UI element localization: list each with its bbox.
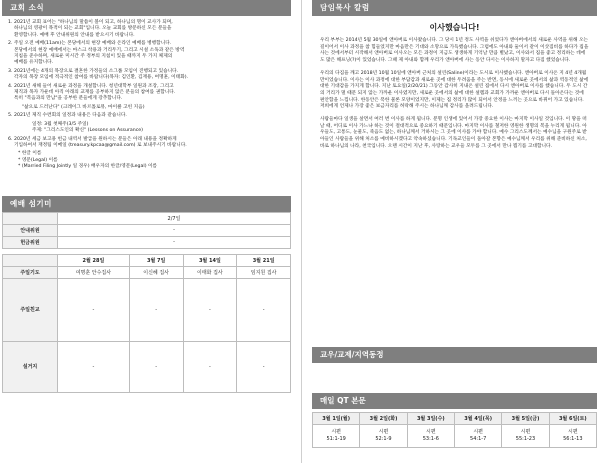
news-item: 2. 주일 오전 예배(11am)는 본당에서의 현장 예배와 온라인 예배를 병행합니다. 본당에서의 현장 예배에서는 마스크 착용과 거리두기, 그리고 시설 소독과 같은 방역 지침을 준수하며, 새로운 미시간 주 정부의 지침이 있을 때까지 두 가지 체제의 예배를 유지합니다. [8,41,185,66]
bullet-item: * 영문(Legal) 이름 [18,157,58,163]
bullet-item: * 한글 이름 [18,151,42,157]
qt-header: 매일 QT 본문 [312,393,597,409]
news-item: 1. 2021년 교회 표어는 "하나님의 말씀이 볼이 되고, 하나님의 명이 교사가 되며, 하나님의 영광이 목적이 되는 교회"입니다. 오늘 교회를 방문하신 모든 분들을 환영합니다. 예배 후 안내위원의 안내를 받으시기 바랍니다. [8,20,173,38]
retreat-details: 일정: 3월 첫째주(3/5 주일) 주제: "그리스도인의 확신" (Lessons on Assurance) [32,121,143,134]
news-header: 교회 소식 [2,0,291,16]
schedule-date: 2/7일 [58,212,291,224]
clean-label: 설거지 [3,341,58,392]
column-divider [301,0,302,463]
usher-label: 안내위원 [3,224,58,236]
offering-label: 헌금위원 [3,236,58,248]
table-row: 설거지 - - - - [3,341,291,392]
book-quote: "삶으로 드러난다" (크레이그 바르톨로뮤, 마이클 고힌 지음) [22,104,145,110]
table-row: 안내위원 - [3,224,291,236]
news-item: 5. 2021년 제직 수련회의 일정과 내용은 다음과 같습니다. [8,113,127,119]
schedule-table [2,212,291,393]
essay-header: 담임목사 칼럼 [312,0,597,16]
news-item: 6. 2020년 세금 보고용 헌금 내역서 발급을 원하시는 분들은 아래 내용을 정확하게 기입하여서 재정팀 이메일 (treasury.kpcaa@gmail.com) 로 보내주시기 바랍니다. [8,136,187,148]
left-column [2,0,291,393]
right-column [312,0,597,442]
news-item: 4. 2021년 새해 들어 새로운 과정을 개설합니다. 청년대학부 일원과 조장, 그리고 제직과 목자 가운데 아직 아래의 교재를 공부하지 않은 분들의 참여를 권합니다. 특히 "복음과의 만남"을 공부한 분들에게 강추합니다. [8,83,176,102]
news-item: 3. 2021년에는 4개의 목장으로 결혼한 가정들의 소그룹 모임이 진행되고 있습니다. 각자의 목장 모임에 적극적인 참여를 바랍니다(목자: 김인환, 김재용, 여명훈, 이태화). [8,68,189,81]
essay-paragraph: 우리의 다짐을 깨고 2018년 10월 10일에 앤아버 근처의 설린(Saline)이라는 도시로 이사했습니다. 앤아버로 이사온 지 4년 4개월만이었습니다. 이사는 이사 과정에 대한 부담감과 새로운 곳에 대한 두려움을 주는 반면, 동시에 새로운 곳에서의 삶과 역동적인 삶에 대한 기대감을 가지게 합니다. 지난 토요일(2/20/21) 그동안 감사히 지내온 설린 집에서 다시 앤아버로 이사를 했습니다. 두 도시 간의 거리가 멀 때문 되지 않는 가까운 이사였지만, 새로운 곳에서의 삶에 대한 설렘과 교회가 가까운 앤아버로 다시 돌아온다는 것에 편안함을 느낍니다. 한동안은 폭한 물론 모양이었지만, 이제는 집 정리가 많이 되어서 안정을 느끼는 곳으로 바뀌어 가고 있습니다. 저희에게 언제나 가장 좋은 보금자리를 허락해 주시는 하나님께 감사를 올려드립니다. [320,70,589,110]
table-row: 2월 28일 3월 7일 3월 14일 3월 21일 [3,254,291,266]
meal-label: 주일친교 [3,278,58,341]
table-row: 헌금위원 - [3,236,291,248]
table-row: 3월 1일(월) 3월 2일(화) 3월 3일(수) 3월 4일(목) 3월 5일(금) 3월 6일(토) [313,413,597,425]
schedule-header: 예배 섬기미 [2,196,291,212]
table-row: 주일기도 여명훈 안수집사 이신혜 집사 이태화 집사 임지원 집사 [3,266,291,278]
essay-title: 이사했습니다! [429,23,480,32]
news-section [2,16,291,171]
essay-body [312,38,597,151]
bullet-item: * (Married Filing Jointly 일 경우) 배우자의 한글/영문(Legal) 이름 [18,164,158,170]
qt-table [312,412,597,448]
community-header: 교우/교제/지역동정 [312,347,597,363]
table-row [3,212,291,224]
table-row: 주일친교 - - - - [3,278,291,341]
prayer-label: 주일기도 [3,266,58,278]
essay-paragraph: 우리 부부는 2014년 5월 30일에 앤아버로 이사왔습니다. 그 당시 1년 정도 사역을 쉬었다가 앤아버에서의 새로운 사역을 위해 오는 길이어서 이사 과정을 참 힘들었지만 마음만은 기대와 소망으로 가득했습니다. 그럼에도 아내와 둘이서 같이 이삿짐비를 하다가 집을 사는 것에서부터 시작해서 앤아버로 이사오는 모든 과정이 지금도 생생하게 기억날 만큼 별났고, 이사와서 집을 좋고 정리하는 데에도 많은 해프닝(?)이 있었습니다. 그때 제 아내와 함께 우리가 앤아버에 사는 동안 다시는 이사하지 말자고 다짐 했었습니다. [320,38,589,64]
essay-paragraph: 사람들마다 일생을 살면서 여러 번 이사를 하게 됩니다. 분명 인생에 있어서 가장 중요한 이사는 마지막 이사일 것입니다. 이 땅을 떠날 때, 어디로 이사 가느냐 하는 것이 절대적으로 중요하기 때문입니다. 마지막 이사를 철저한 영원한 생명의 복을 누리게 됩니다. 아우들도, 고통도, 눈물도, 죽음도 없는, 하나님께서 거하시는 그 곳에 이사를 가야 합니다. 예수 그리스도께서는 예수님을 구원주로 받아들인 사람들을 위해 처소를 예비하시겠다고 약속하셨습니다. 기독교인들이 돌아갈 본향은 예수님께서 우리를 위해 준비하신 처소, 바로 하나님의 나라, 천국입니다. 오랜 시간이 지난 후, 사랑하는 교우들 모두를 그 곳에서 만나 뵙기를 고대합니다. [320,117,587,149]
table-row: 시편 51:1-19 시편 52:1-9 시편 53:1-6 시편 54:1-7 시편 55:1-23 시편 56:1-13 [313,425,597,448]
